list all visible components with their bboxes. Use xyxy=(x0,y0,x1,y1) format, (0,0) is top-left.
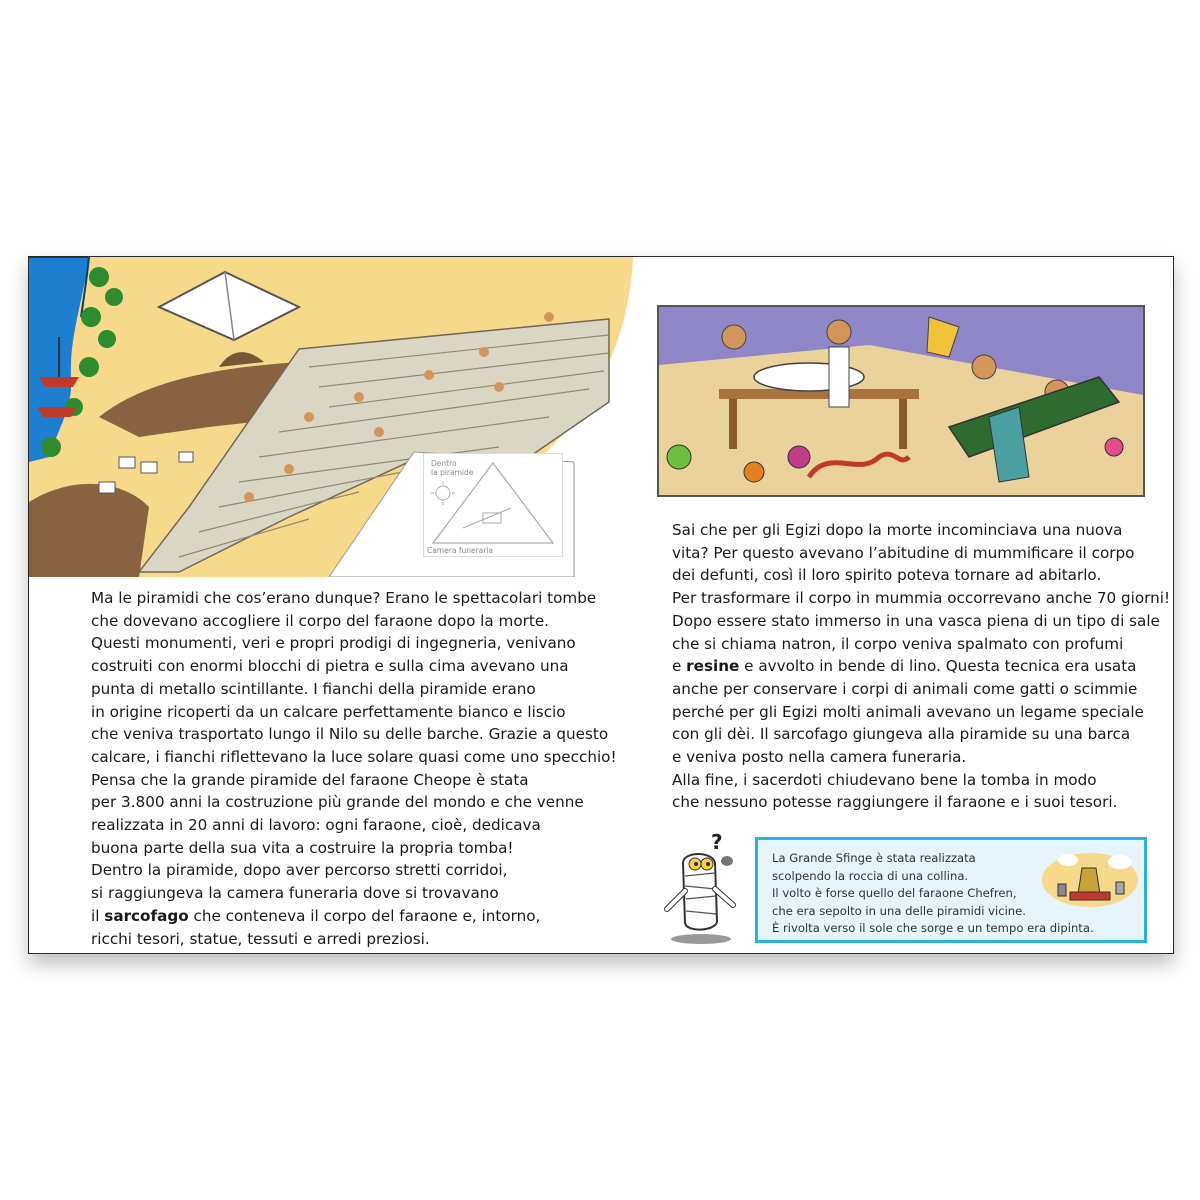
text-line: scolpendo la roccia di una collina. xyxy=(772,868,969,883)
text-line: vita? Per questo avevano l’abitudine di mummificare il corpo xyxy=(672,543,1135,562)
text-line: perché per gli Egizi molti animali avevano un legame speciale xyxy=(672,702,1144,721)
text-line: calcare, i fianchi riflettevano la luce solare quasi come uno specchio! xyxy=(91,747,617,766)
text-line: La Grande Sfinge è stata realizzata xyxy=(772,851,976,865)
text-line: in origine ricoperti da un calcare perfettamente bianco e liscio xyxy=(91,702,566,721)
right-page-paragraph xyxy=(672,519,1170,814)
text-line: Questi monumenti, veri e propri prodigi di ingegneria, venivano xyxy=(91,634,576,653)
left-page-paragraph xyxy=(91,587,617,950)
text-line: Il volto è forse quello del faraone Chefren, xyxy=(772,886,1017,901)
text-line: che dovevano accogliere il corpo del faraone dopo la morte. xyxy=(91,611,549,630)
text-line: che veniva trasportato lungo il Nilo su delle barche. Grazie a questo xyxy=(91,725,609,744)
text-line: si raggiungeva la camera funeraria dove si trovavano xyxy=(91,884,499,903)
text-line: anche per conservare i corpi di animali come gatti o scimmie xyxy=(672,679,1138,698)
text-line: dei defunti, così il loro spirito poteva tornare ad abitarlo. xyxy=(672,566,1102,585)
text-line: buona parte della sua vita a costruire la propria tomba! xyxy=(91,838,514,857)
text-line: Dentro la piramide, dopo aver percorso stretti corridoi, xyxy=(91,861,508,880)
text-line: È rivolta verso il sole che sorge e un tempo era dipinta. xyxy=(772,921,1094,936)
glossary-term-sarcofago: sarcofago xyxy=(104,906,189,925)
text-line: Alla fine, i sacerdoti chiudevano bene la tomba in modo xyxy=(672,770,1097,789)
text-line: che si chiama natron, il corpo veniva spalmato con profumi xyxy=(672,634,1124,653)
text-line: costruiti con enormi blocchi di pietra e sulla cima avevano una xyxy=(91,657,569,676)
text-fragment: il xyxy=(91,906,105,925)
mummy-mascot-icon xyxy=(653,831,753,947)
inset-title-line1: Dentro xyxy=(431,459,457,468)
text-line: e veniva posto nella camera funeraria. xyxy=(672,748,967,767)
text-line: con gli dèi. Il sarcofago giungeva alla piramide su una barca xyxy=(672,725,1131,744)
text-line xyxy=(672,655,1170,678)
text-line: Pensa che la grande piramide del faraone Cheope è stata xyxy=(91,770,529,789)
sphinx-info-box xyxy=(755,837,1147,943)
text-fragment: e avvolto in bende di lino. Questa tecnica era usata xyxy=(739,657,1137,676)
text-line: Sai che per gli Egizi dopo la morte incominciava una nuova xyxy=(672,521,1123,539)
mummification-illustration xyxy=(657,305,1145,497)
text-line xyxy=(91,905,617,928)
sphinx-illustration xyxy=(1040,848,1140,908)
text-line: realizzata in 20 anni di lavoro: ogni faraone, cioè, dedicava xyxy=(91,816,541,835)
text-line: punta di metallo scintillante. I fianchi della piramide erano xyxy=(91,679,536,698)
text-fragment: e xyxy=(672,657,687,676)
book-spread xyxy=(28,256,1174,954)
question-mark-icon: ? xyxy=(711,831,723,854)
text-line: ricchi tesori, statue, tessuti e arredi preziosi. xyxy=(91,929,430,948)
text-line: Per trasformare il corpo in mummia occorrevano anche 70 giorni! xyxy=(672,589,1171,608)
glossary-term-resine: resine xyxy=(686,657,740,676)
text-line: Ma le piramidi che cos’erano dunque? Erano le spettacolari tombe xyxy=(91,589,597,607)
inset-title-line2: la piramide xyxy=(431,468,474,477)
text-line: Dopo essere stato immerso in una vasca piena di un tipo di sale xyxy=(672,611,1160,630)
inset-caption: Camera funeraria xyxy=(427,546,494,555)
text-fragment: che conteneva il corpo del faraone e, intorno, xyxy=(188,906,541,925)
text-line: per 3.800 anni la costruzione più grande del mondo e che venne xyxy=(91,793,584,812)
text-line: che nessuno potesse raggiungere il faraone e i suoi tesori. xyxy=(672,793,1118,812)
text-line: che era sepolto in una delle piramidi vicine. xyxy=(772,903,1026,918)
